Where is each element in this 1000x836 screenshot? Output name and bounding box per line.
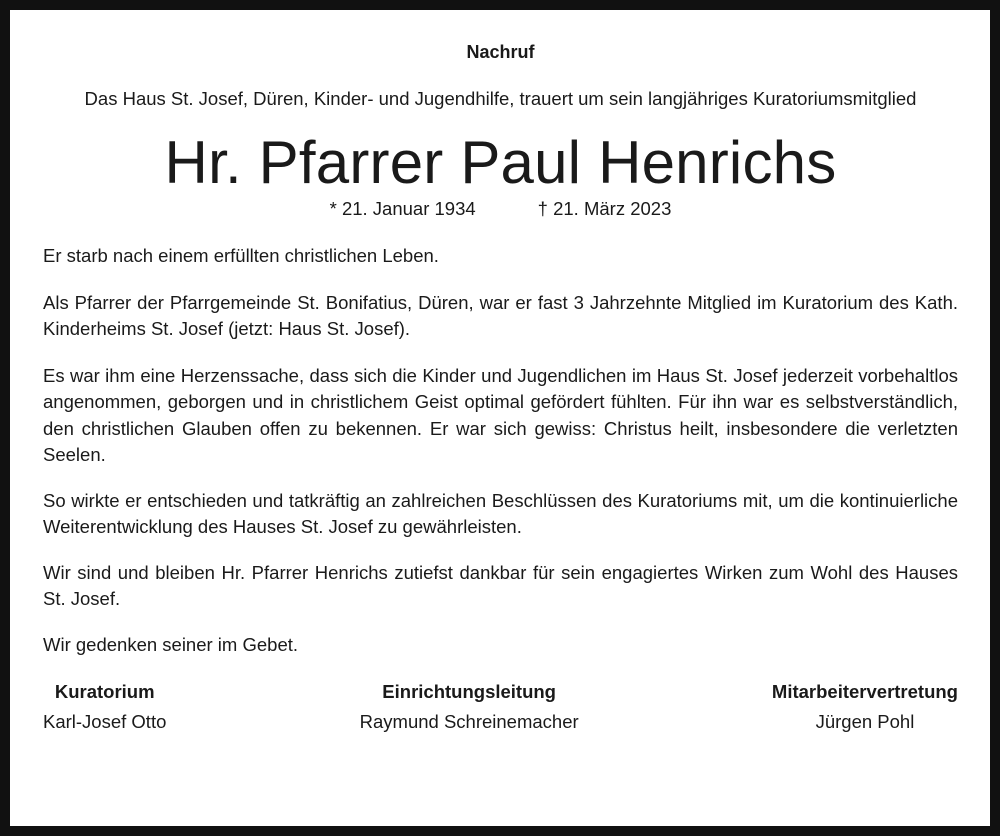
- paragraph-work: So wirkte er entschieden und tatkräftig an zahlreichen Beschlüssen des Kuratoriums mit, um die kontinuierliche Weiterentwicklung des Hauses St. Josef zu gewährleisten.: [43, 489, 958, 537]
- signature-role: Einrichtungsleitung: [382, 681, 556, 702]
- signature-einrichtungsleitung: [360, 677, 579, 737]
- death-date: † 21. März 2023: [537, 198, 672, 219]
- life-dates: [43, 197, 958, 221]
- paragraph-faith: Es war ihm eine Herzenssache, dass sich die Kinder und Jugendlichen im Haus St. Josef jederzeit vorbehaltlos angenommen, geborgen und in christlichem Geist optimal gefördert fühlten. Für ihn war es selbstverständlich, den christlichen Glauben offen zu bekennen. Er war sich gewiss: Christus heilt, insbesondere die verletzten Seelen.: [43, 364, 958, 465]
- signature-person: Jürgen Pohl: [815, 711, 915, 732]
- deceased-name: Hr. Pfarrer Paul Henrichs: [164, 129, 837, 196]
- paragraph-life: Er starb nach einem erfüllten christlichen Leben.: [43, 245, 439, 266]
- signature-role: Kuratorium: [54, 681, 155, 702]
- paragraph-role: Als Pfarrer der Pfarrgemeinde St. Bonifatius, Düren, war er fast 3 Jahrzehnte Mitglied im Kuratorium des Kath. Kinderheims St. Josef (jetzt: Haus St. Josef).: [43, 291, 958, 339]
- signature-mitarbeitervertretung: [772, 677, 958, 737]
- signature-kuratorium: [43, 677, 166, 737]
- signature-person: Raymund Schreinemacher: [359, 711, 579, 732]
- signature-role: Mitarbeitervertretung: [771, 681, 958, 702]
- paragraph-prayer: Wir gedenken seiner im Gebet.: [43, 633, 299, 655]
- signature-person: Karl-Josef Otto: [43, 711, 167, 732]
- obituary-notice: [43, 30, 958, 737]
- notice-heading: Nachruf: [466, 42, 535, 62]
- notice-intro: Das Haus St. Josef, Düren, Kinder- und Jugendhilfe, trauert um sein langjähriges Kuratoriumsmitglied: [84, 88, 917, 109]
- signature-block: [43, 677, 958, 737]
- paragraph-thanks: Wir sind und bleiben Hr. Pfarrer Henrichs zutiefst dankbar für sein engagiertes Wirken zum Wohl des Hauses St. Josef.: [43, 561, 958, 609]
- birth-date: * 21. Januar 1934: [329, 198, 476, 219]
